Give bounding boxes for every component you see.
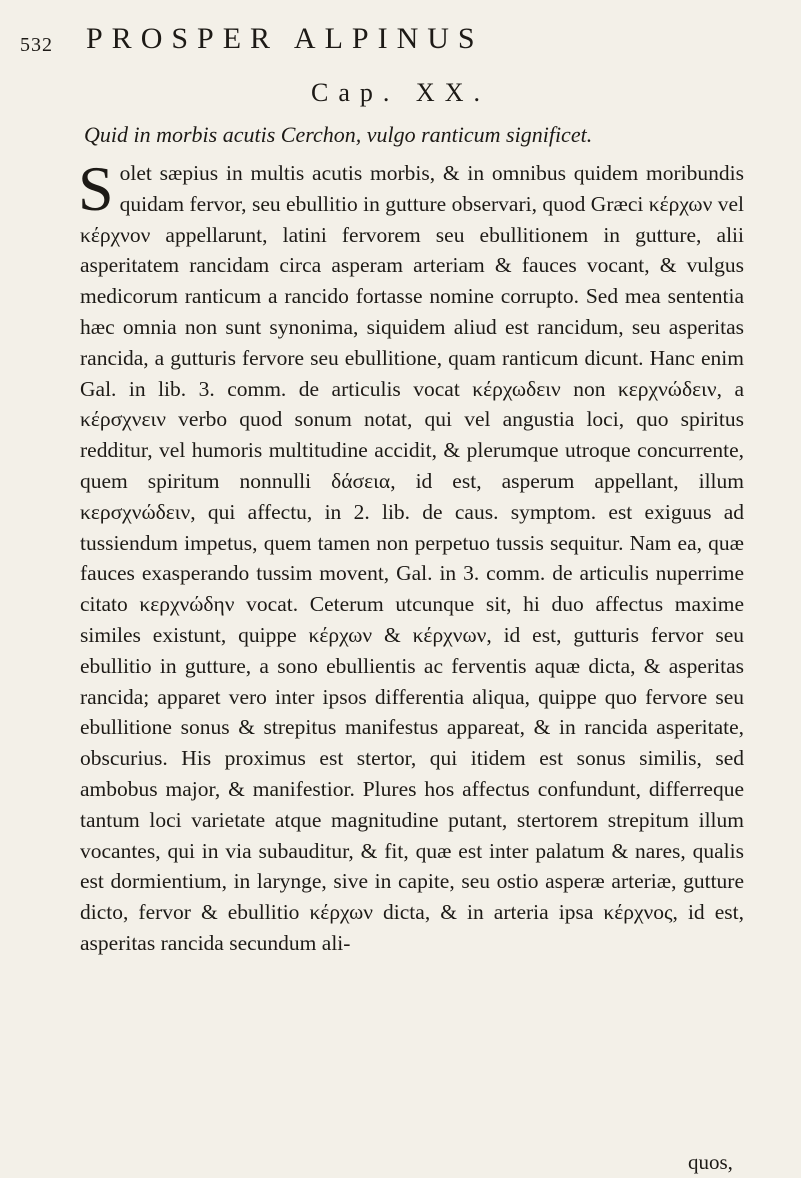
drop-cap: S xyxy=(78,153,114,224)
running-head: PROSPER ALPINUS xyxy=(86,22,484,55)
page-number: 532 xyxy=(20,34,53,56)
paragraph-text: olet sæpius in multis acutis morbis, & in omnibus quidem moribundis quidam fervor, seu ebullitio in gutture observari, quod Græci κέρχων vel κέρχνον appellarunt, latini fervorem seu ebullitionem in gutture, alii asperitatem rancidam circa asperam arteriam & fauces vocant, & vulgus medicorum ranticum a rancido fortasse nomine corrupto. Sed mea sententia hæc omnia non sunt synonima, siquidem aliud est rancidum, seu asperitas rancida, a gutturis fervore seu ebullitione, quam ranticum dicunt. Hanc enim Gal. in lib. 3. comm. de articulis vocat κέρχωδειν non κερχνώδειν, a κέρσχνειν verbo quod sonum notat, qui vel angustia loci, quo spiritus redditur, vel humoris multitudine accidit, & plerumque utroque concurrente, quem spiritum nonnulli δάσεια, id est, asperum appellant, illum κερσχνώδειν, qui affectu, in 2. lib. de caus. symptom. est exiguus ad tussiendum impetus, quem tamen non perpetuo tussis sequitur. Nam ea, quæ fauces exasperando tussim movent, Gal. in 3. comm. de articulis nuperrime citato κερχνώδην vocat. Ceterum utcunque sit, hi duo affectus maxime similes existunt, quippe κέρχων & κέρχνων, id est, gutturis fervor seu ebullitio in gutture, a sono ebullientis ac ferventis aquæ dicta, & asperitas rancida; apparet vero inter ipsos differentia aliqua, quippe quo fervore seu ebullitione sonus & strepitus manifestus appareat, & in rancida asperitate, obscurius. His proximus est stertor, qui itidem est sonus similis, sed ambobus major, & manifestior. Plures hos affectus confundunt, differreque tantum loci varietate atque magnitudine putant, stertorem strepitum illum vocantes, qui in via subauditur, & fit, quæ est inter palatum & nares, qualis est dormientium, in larynge, sive in capite, seu ostio asperæ arteriæ, gutture dicto, fervor & ebullitio κέρχων dicta, & in arteria ipsa κέρχνος, id est, asperitas rancida secundum ali- xyxy=(80,161,744,955)
catchword: quos, xyxy=(688,1150,733,1174)
page-header xyxy=(20,18,660,58)
body-text xyxy=(78,153,744,959)
chapter-subtitle: Quid in morbis acutis Cerchon, vulgo ranticum significet. xyxy=(84,122,593,147)
chapter-heading: Cap. XX. xyxy=(311,78,490,107)
paragraph xyxy=(78,153,744,959)
